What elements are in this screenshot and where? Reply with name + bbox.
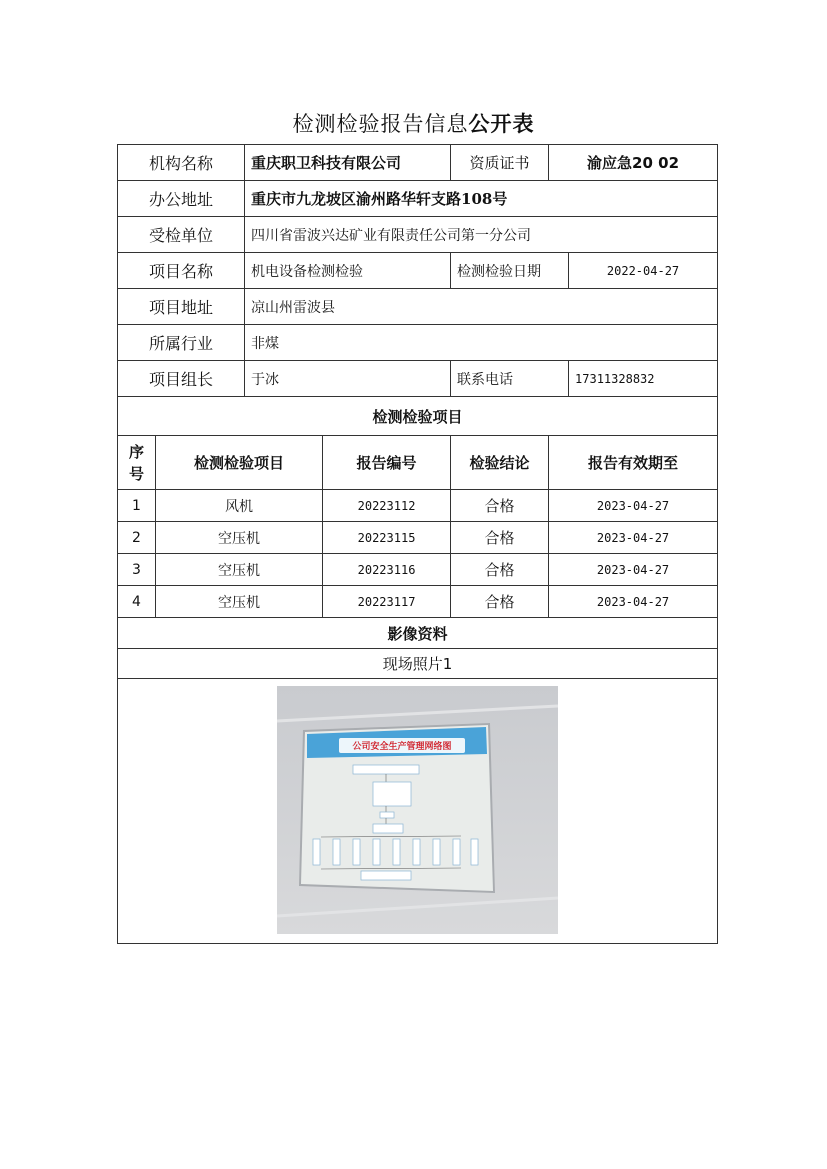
board-title-text: 公司安全生产管理网络图: [352, 742, 452, 752]
industry-value: 非煤: [245, 325, 718, 361]
row-report: 20223116: [323, 554, 451, 586]
header-item: 检测检验项目: [156, 436, 323, 490]
table-row: [118, 490, 718, 522]
project-label: 项目名称: [118, 253, 245, 289]
safety-board-picture: [277, 686, 558, 934]
row-result: 合格: [451, 490, 549, 522]
cert-value: 渝应急20 02: [549, 145, 718, 181]
row-result: 合格: [451, 586, 549, 618]
items-section-title: 检测检验项目: [118, 397, 718, 436]
media-section-title: 影像资料: [118, 618, 718, 649]
row-report: 20223115: [323, 522, 451, 554]
cert-label: 资质证书: [451, 145, 549, 181]
industry-label: 所属行业: [118, 325, 245, 361]
date-value: 2022-04-27: [569, 253, 718, 289]
project-addr-value: 凉山州雷波县: [245, 289, 718, 325]
row-item: 空压机: [156, 554, 323, 586]
info-table: [117, 144, 718, 944]
project-addr-label: 项目地址: [118, 289, 245, 325]
row-item: 空压机: [156, 522, 323, 554]
inspected-value: 四川省雷波兴达矿业有限责任公司第一分公司: [245, 217, 718, 253]
table-row: [118, 522, 718, 554]
row-result: 合格: [451, 522, 549, 554]
row-valid: 2023-04-27: [549, 554, 718, 586]
row-item: 风机: [156, 490, 323, 522]
header-valid: 报告有效期至: [549, 436, 718, 490]
project-value: 机电设备检测检验: [245, 253, 451, 289]
table-row: [118, 554, 718, 586]
org-name-label: 机构名称: [118, 145, 245, 181]
table-row: [118, 586, 718, 618]
leader-value: 于冰: [245, 361, 451, 397]
site-photo: [277, 686, 558, 934]
phone-value: 17311328832: [569, 361, 718, 397]
header-no: 序号: [118, 436, 156, 490]
date-label: 检测检验日期: [451, 253, 569, 289]
address-label: 办公地址: [118, 181, 245, 217]
row-no: 3: [118, 554, 156, 586]
row-report: 20223117: [323, 586, 451, 618]
inspected-label: 受检单位: [118, 217, 245, 253]
header-report: 报告编号: [323, 436, 451, 490]
row-no: 4: [118, 586, 156, 618]
address-value: 重庆市九龙坡区渝州路华轩支路108号: [245, 181, 718, 217]
row-valid: 2023-04-27: [549, 522, 718, 554]
header-result: 检验结论: [451, 436, 549, 490]
row-report: 20223112: [323, 490, 451, 522]
page-title: 检测检验报告信息公开表: [292, 112, 535, 136]
row-valid: 2023-04-27: [549, 586, 718, 618]
leader-label: 项目组长: [118, 361, 245, 397]
photo-cell: [118, 679, 718, 944]
row-valid: 2023-04-27: [549, 490, 718, 522]
phone-label: 联系电话: [451, 361, 569, 397]
row-no: 2: [118, 522, 156, 554]
row-item: 空压机: [156, 586, 323, 618]
photo-caption: 现场照片1: [118, 649, 718, 679]
row-no: 1: [118, 490, 156, 522]
org-name-value: 重庆职卫科技有限公司: [245, 145, 451, 181]
row-result: 合格: [451, 554, 549, 586]
